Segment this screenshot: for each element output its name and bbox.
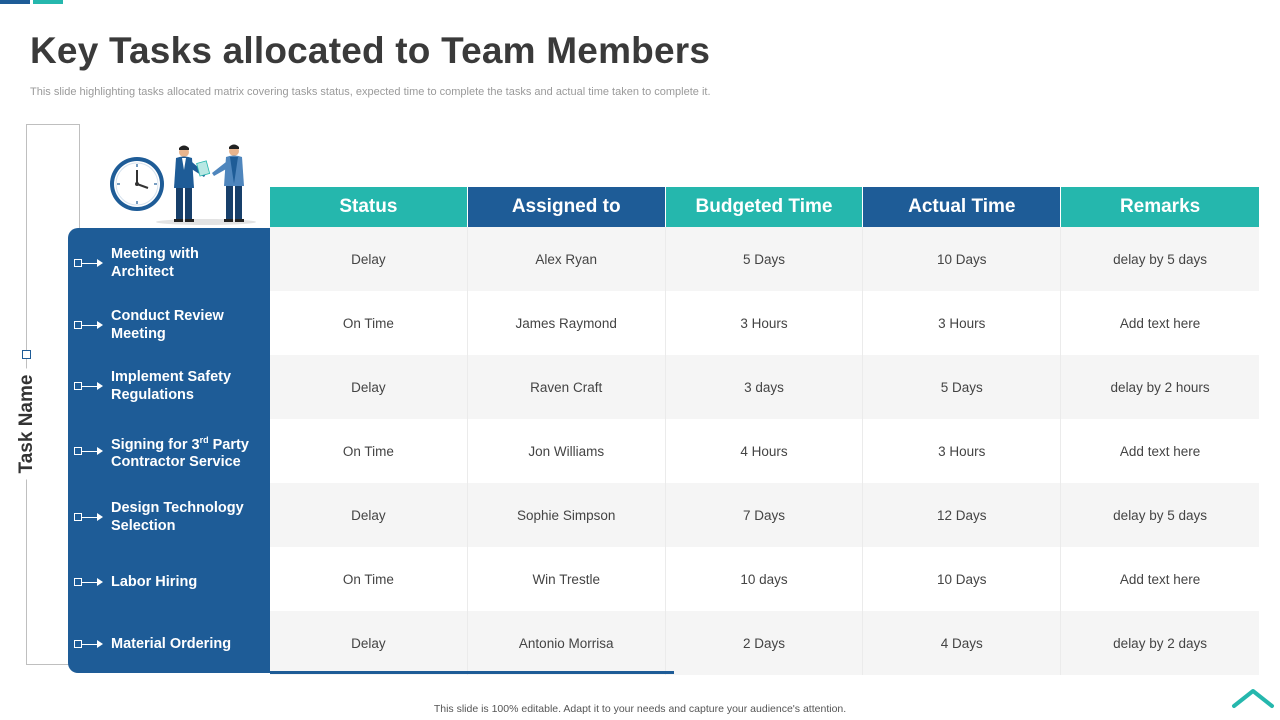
- bracket-node-icon: [22, 350, 31, 359]
- arrow-marker-icon: [74, 512, 108, 522]
- column-header-remarks: Remarks: [1061, 187, 1259, 227]
- page-title: Key Tasks allocated to Team Members: [30, 30, 711, 71]
- arrow-marker-icon: [74, 639, 108, 649]
- remarks-cell: delay by 2 hours: [1110, 379, 1210, 395]
- task-item: [68, 354, 270, 418]
- column-header-actual-time: Actual Time: [863, 187, 1061, 227]
- actual-time-cell: 4 Days: [863, 611, 1061, 675]
- table-row: [270, 291, 1259, 355]
- budgeted-time-cell: 10 days: [666, 547, 864, 611]
- table-bottom-accent-line: [270, 671, 674, 674]
- task-item: [68, 419, 270, 483]
- arrow-marker-icon: [74, 381, 108, 391]
- task-item: [68, 612, 270, 676]
- task-label: Conduct Review Meeting: [111, 308, 224, 342]
- actual-time-cell: 12 Days: [863, 483, 1061, 547]
- footer-note: This slide is 100% editable. Adapt it to your needs and capture your audience's attention.: [433, 703, 847, 715]
- actual-time-cell: 3 Hours: [863, 419, 1061, 483]
- arrow-marker-icon: [74, 258, 108, 268]
- table-row: [270, 483, 1259, 547]
- task-item: [68, 485, 270, 549]
- budgeted-time-cell: 3 days: [666, 355, 864, 419]
- table-row: [270, 611, 1259, 675]
- status-cell: Delay: [270, 611, 468, 675]
- actual-time-cell: 10 Days: [863, 227, 1061, 291]
- task-label: Design Technology Selection: [111, 500, 244, 534]
- remarks-cell: Add text here: [1119, 571, 1201, 587]
- task-label: Signing for 3rd Party Contractor Service: [111, 434, 249, 471]
- remarks-cell: Add text here: [1119, 315, 1201, 331]
- remarks-cell: delay by 5 days: [1113, 251, 1207, 267]
- budgeted-time-cell: 7 Days: [666, 483, 864, 547]
- task-label: Meeting with Architect: [111, 246, 199, 280]
- task-item: [68, 231, 270, 295]
- budgeted-time-cell: 3 Hours: [666, 291, 864, 355]
- assignee-cell: Raven Craft: [468, 355, 666, 419]
- table-header-row: [270, 187, 1259, 227]
- arrow-marker-icon: [74, 446, 108, 456]
- status-cell: On Time: [270, 419, 468, 483]
- accent-bar-blue: [0, 0, 30, 4]
- assignee-cell: James Raymond: [468, 291, 666, 355]
- actual-time-cell: 3 Hours: [863, 291, 1061, 355]
- budgeted-time-cell: 5 Days: [666, 227, 864, 291]
- remarks-cell: Add text here: [1119, 443, 1201, 459]
- task-label: Implement Safety Regulations: [111, 369, 232, 403]
- table-row: [270, 227, 1259, 291]
- task-item: [68, 550, 270, 614]
- status-cell: Delay: [270, 483, 468, 547]
- task-name-axis-label: Task Name: [16, 369, 38, 480]
- budgeted-time-cell: 4 Hours: [666, 419, 864, 483]
- assignee-cell: Antonio Morrisa: [468, 611, 666, 675]
- assignee-cell: Alex Ryan: [468, 227, 666, 291]
- arrow-marker-icon: [74, 577, 108, 587]
- arrow-marker-icon: [74, 320, 108, 330]
- remarks-cell: delay by 2 days: [1113, 635, 1207, 651]
- task-item: [68, 293, 270, 357]
- task-matrix-table: [270, 187, 1259, 675]
- assignee-cell: Sophie Simpson: [468, 483, 666, 547]
- status-cell: On Time: [270, 291, 468, 355]
- actual-time-cell: 5 Days: [863, 355, 1061, 419]
- column-header-budgeted-time: Budgeted Time: [666, 187, 864, 227]
- column-header-assigned-to: Assigned to: [468, 187, 666, 227]
- task-label: Material Ordering: [111, 636, 232, 652]
- budgeted-time-cell: 2 Days: [666, 611, 864, 675]
- status-cell: On Time: [270, 547, 468, 611]
- status-cell: Delay: [270, 227, 468, 291]
- page-subtitle: This slide highlighting tasks allocated matrix covering tasks status, expected time to complete the tasks and actual time taken to complete it.: [30, 86, 711, 98]
- actual-time-cell: 10 Days: [863, 547, 1061, 611]
- table-row: [270, 355, 1259, 419]
- assignee-cell: Win Trestle: [468, 547, 666, 611]
- remarks-cell: delay by 5 days: [1113, 507, 1207, 523]
- status-cell: Delay: [270, 355, 468, 419]
- task-bracket-connector: [79, 124, 80, 228]
- table-row: [270, 419, 1259, 483]
- task-name-panel: [68, 228, 270, 673]
- assignee-cell: Jon Williams: [468, 419, 666, 483]
- column-header-status: Status: [270, 187, 468, 227]
- accent-bar-teal: [33, 0, 63, 4]
- clock-and-business-people-icon: [106, 140, 256, 230]
- task-label: Labor Hiring: [111, 574, 198, 590]
- table-row: [270, 547, 1259, 611]
- home-chevron-icon: [1230, 686, 1276, 710]
